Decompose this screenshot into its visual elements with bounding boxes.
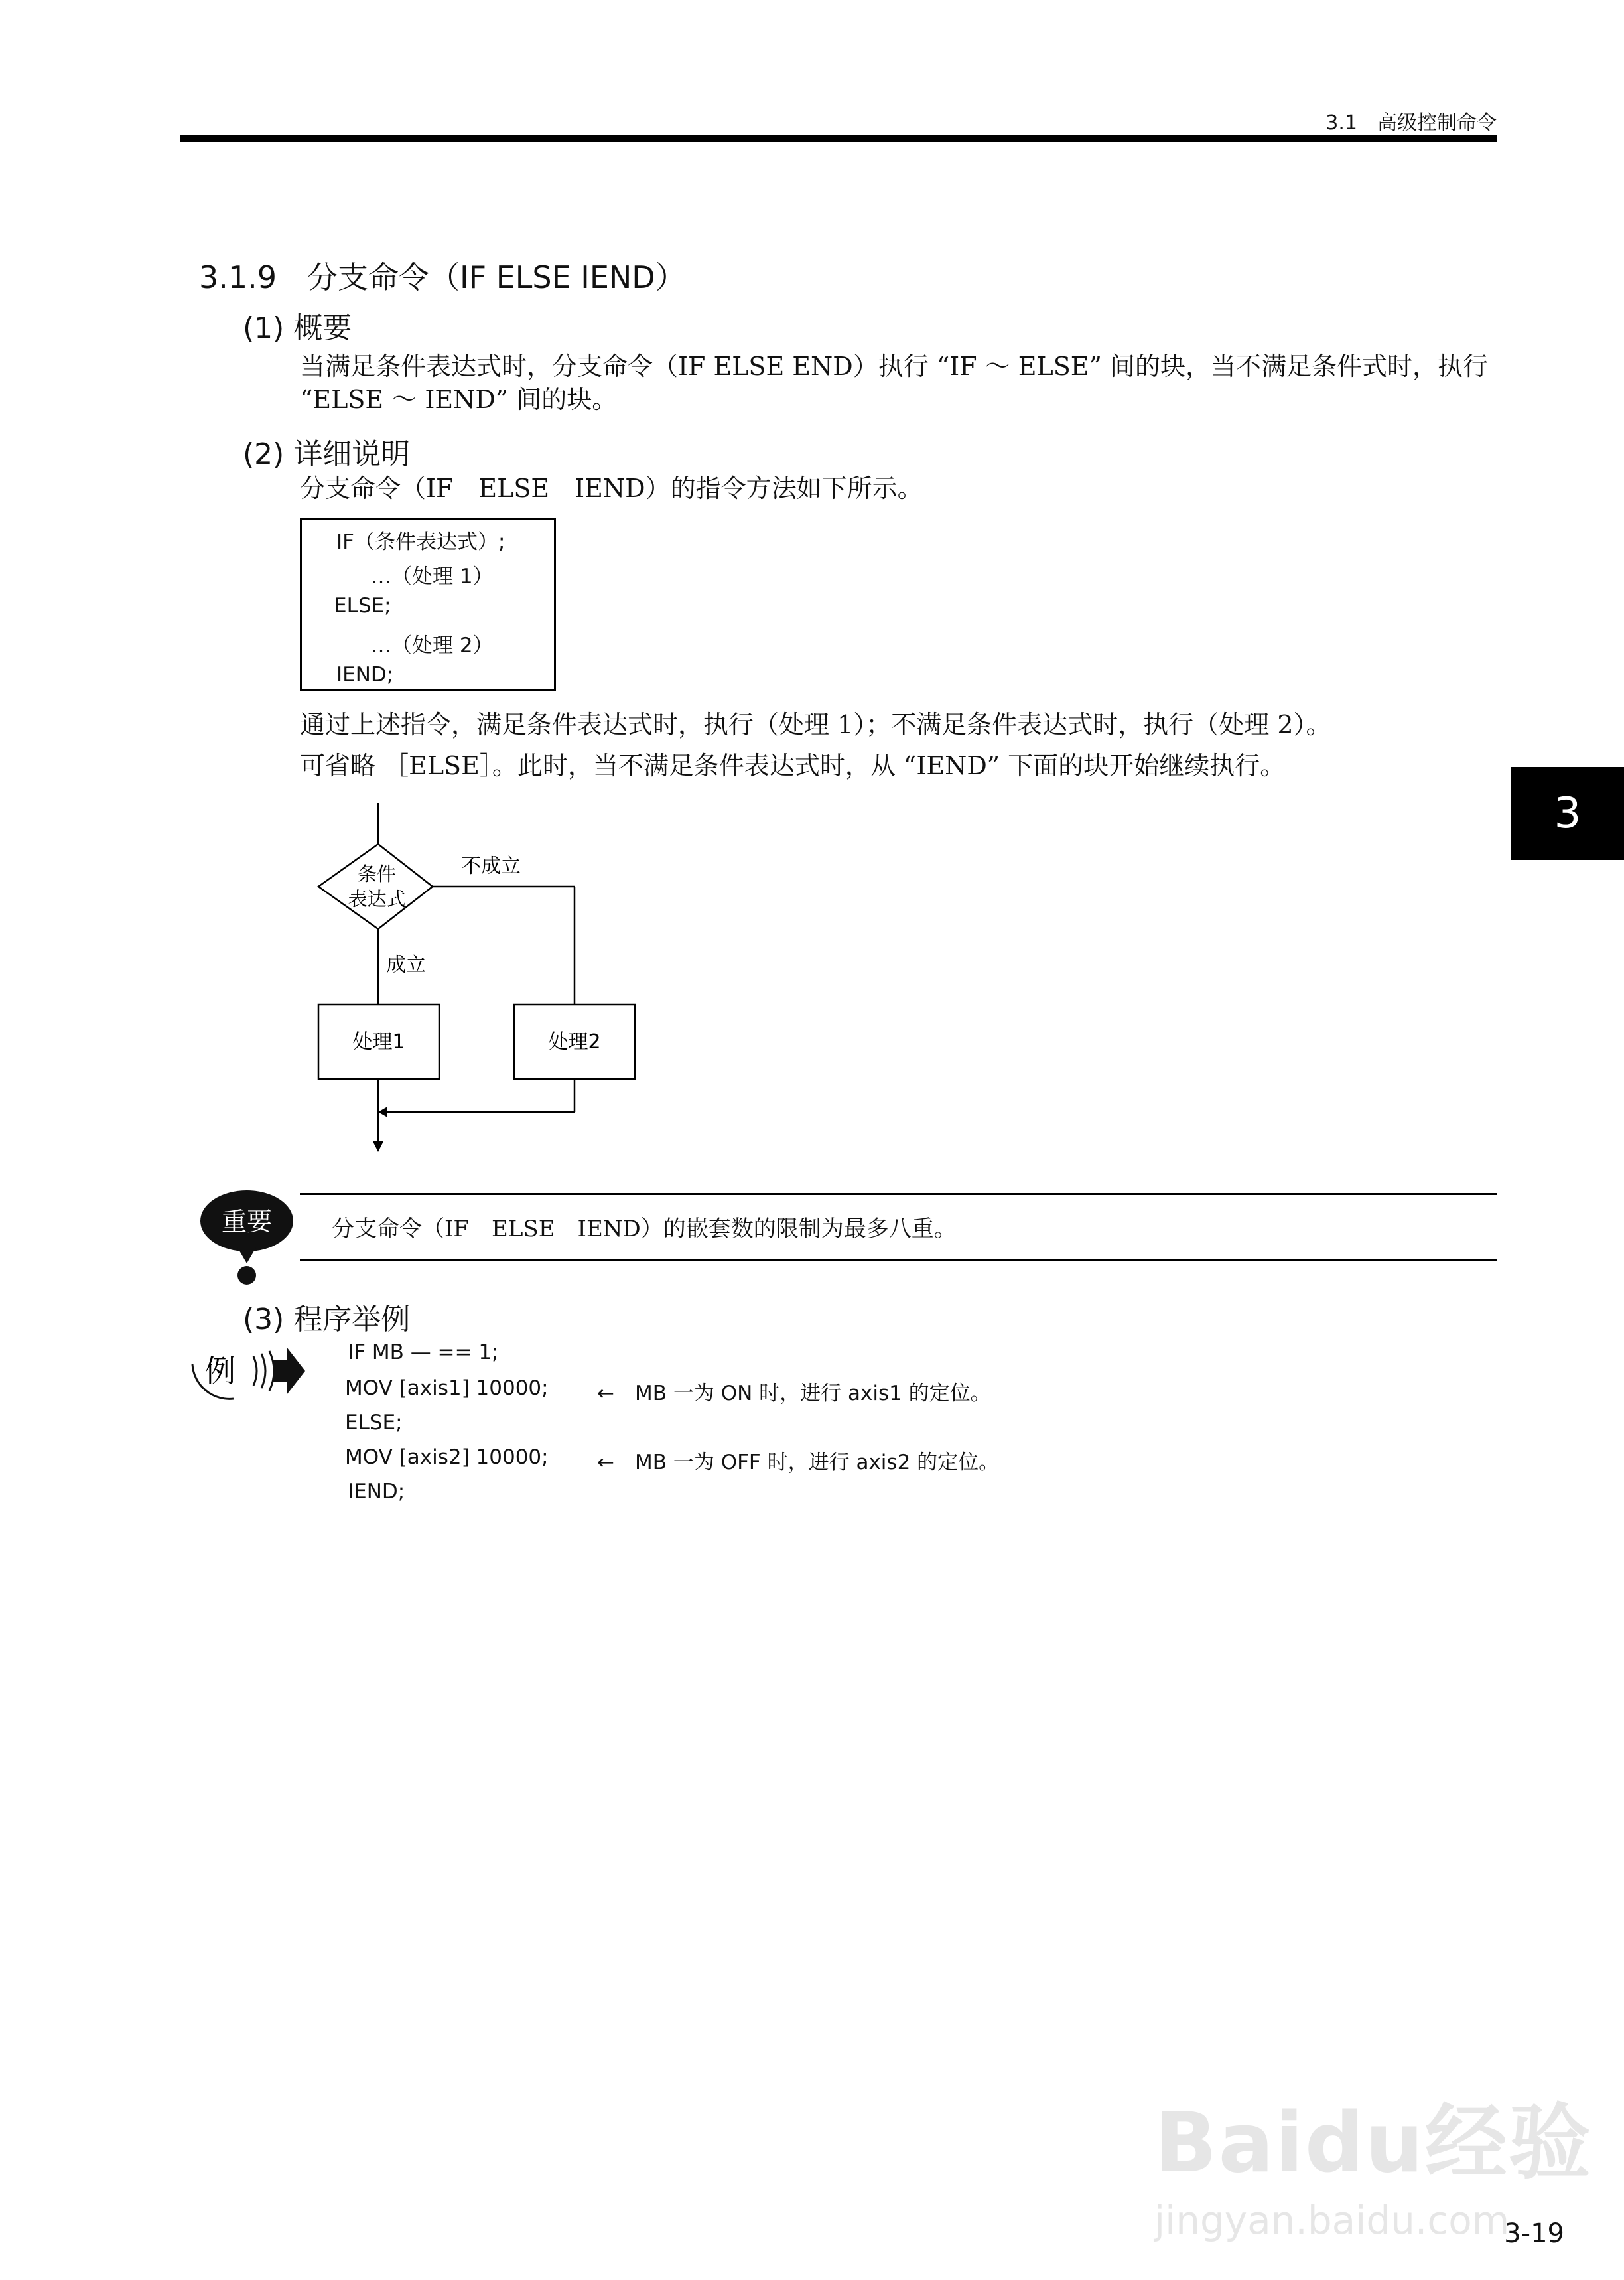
section-title: 3.1.9 分支命令（IF ELSE IEND）: [199, 259, 686, 295]
subheading-overview: (1) 概要: [243, 311, 352, 345]
watermark-brand: Baidu经验: [1154, 2096, 1592, 2191]
condition-label-1: 条件: [357, 863, 397, 885]
exit-arrow-head: [373, 1141, 383, 1152]
example-icon: [187, 1338, 306, 1404]
watermark-url: jingyan.baidu.com: [1154, 2198, 1510, 2243]
true-label: 成立: [386, 954, 426, 977]
condition-diamond: [318, 844, 433, 929]
details-after-line-2: 可省略 ［ELSE］。此时，当不满足条件表达式时，从 “IEND” 下面的块开始继续执行。: [300, 751, 1286, 780]
subheading-details: (2) 详细说明: [243, 437, 411, 471]
example-code-line: IF MB — == 1;: [348, 1340, 499, 1364]
example-comment: ← MB 一为 ON 时，进行 axis1 的定位。: [597, 1382, 991, 1405]
example-comment: ← MB 一为 OFF 时，进行 axis2 的定位。: [597, 1451, 1000, 1474]
syntax-line: …（处理 1）: [371, 565, 494, 589]
syntax-line: ELSE;: [334, 594, 391, 618]
flowchart: [312, 803, 657, 1161]
condition-label-2: 表达式: [348, 888, 406, 910]
important-badge-text: 重要: [221, 1207, 273, 1236]
important-badge-icon: [199, 1182, 299, 1289]
example-code-line: MOV [axis2] 10000;: [345, 1445, 549, 1469]
important-text: 分支命令（IF ELSE IEND）的嵌套数的限制为最多八重。: [332, 1216, 957, 1242]
header-rule: [180, 135, 1497, 142]
process2-label: 处理2: [548, 1031, 601, 1054]
syntax-line: IF（条件表达式）;: [336, 530, 506, 554]
important-rule-top: [300, 1193, 1497, 1195]
details-after-line-1: 通过上述指令，满足条件表达式时，执行（处理 1）；不满足条件表达式时，执行（处理 2）。: [300, 710, 1331, 739]
subheading-example: (3) 程序举例: [243, 1303, 411, 1336]
example-code-line: IEND;: [348, 1480, 405, 1504]
syntax-line: IEND;: [336, 663, 394, 687]
syntax-box: [300, 518, 556, 691]
example-badge-text: 例: [205, 1353, 236, 1389]
example-code-line: ELSE;: [345, 1411, 403, 1435]
overview-line-1: 当满足条件表达式时，分支命令（IF ELSE END）执行 “IF ～ ELSE” 间的块，当不满足条件式时，执行: [300, 352, 1489, 381]
chapter-tab: 3: [1511, 767, 1624, 860]
syntax-line: …（处理 2）: [371, 634, 494, 658]
details-intro: 分支命令（IF ELSE IEND）的指令方法如下所示。: [300, 474, 923, 503]
running-header: 3.1 高级控制命令: [1325, 111, 1497, 135]
process1-label: 处理1: [352, 1031, 405, 1054]
false-label: 不成立: [461, 855, 521, 878]
merge-arrow-head: [378, 1107, 387, 1117]
example-code-line: MOV [axis1] 10000;: [345, 1376, 549, 1400]
page-number: 3-19: [1504, 2218, 1564, 2249]
overview-line-2: “ELSE ～ IEND” 间的块。: [300, 385, 618, 414]
important-rule-bottom: [300, 1259, 1497, 1261]
